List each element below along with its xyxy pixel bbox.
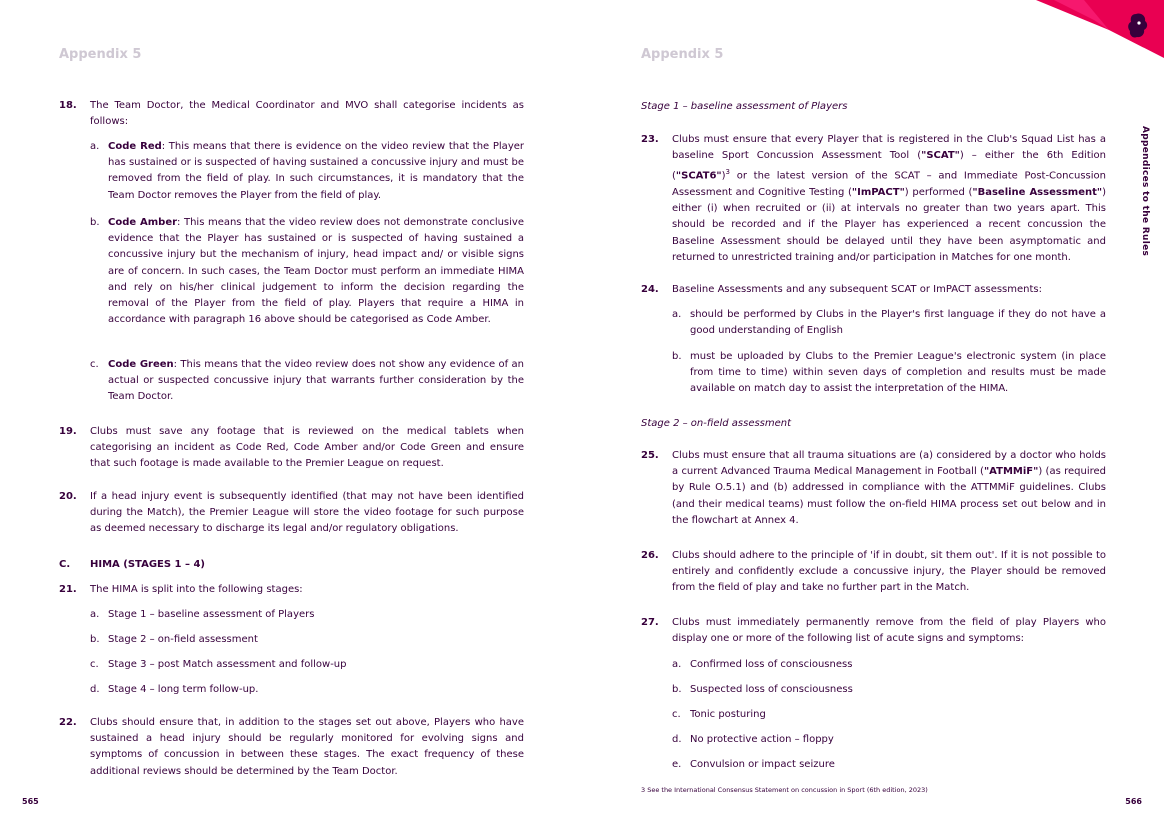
- code-amber-text: : This means that the video review does not demonstrate conclusive evidence that the Player has sustained or is suspected of having sustained a concussive injury but the mechanism of injury, head impact and/ or visible signs are of concern. In such cases, the Team Doctor must perform an immediate HIMA and rely on his/her clinical judgement to inform the decision regarding the removal of the Player from the field of play. Players that require a HIMA in accordance with paragraph 16 above should be categorised as Code Amber.: [108, 217, 524, 326]
- text-segment: ) (as required by Rule O.5.1) and (b) addressed in compliance with the ATTMMiF guidelines. Clubs (and their medical teams) must follow the on-field HIMA process set out below and in the flowchart at Annex 4.: [672, 466, 1106, 526]
- symptom-item: [672, 732, 1106, 748]
- defined-term: "ATMMiF": [983, 466, 1039, 478]
- paragraph-number: 18.: [59, 100, 77, 111]
- appendix-heading-left: Appendix 5: [59, 47, 142, 62]
- subitem-text: Stage 2 – on-field assessment: [108, 634, 258, 645]
- subitem-letter: d.: [90, 684, 100, 695]
- list-item-stage-4: [90, 682, 524, 698]
- paragraph-text: Clubs should ensure that, in addition to the stages set out above, Players who have sustained a head injury should be regularly monitored for evolving signs and symptoms of concussion in between these stages. The exact frequency of these additional reviews should be determined by the Team Doctor.: [90, 717, 524, 777]
- appendix-heading-right: Appendix 5: [641, 47, 724, 62]
- section-title: HIMA (STAGES 1 – 4): [90, 559, 205, 570]
- paragraph-text: Baseline Assessments and any subsequent SCAT or ImPACT assessments:: [672, 284, 1042, 295]
- subitem-text: Stage 1 – baseline assessment of Players: [108, 609, 315, 620]
- list-item-stage-2: [90, 632, 524, 648]
- list-item-stage-1: [90, 607, 524, 623]
- code-red-label: Code Red: [108, 141, 162, 152]
- text-segment: Clubs must ensure that every Player that is registered in the Club's Squad List has a baseline Sport Concussion Assessment Tool (: [672, 134, 1106, 162]
- subitem-text: Tonic posturing: [690, 709, 766, 720]
- paragraph-number: 22.: [59, 717, 77, 728]
- defined-term: "Baseline Assessment": [972, 186, 1103, 198]
- symptom-item: [672, 757, 1106, 773]
- subitem-letter: a.: [90, 609, 100, 620]
- subitem-text: No protective action – floppy: [690, 734, 834, 745]
- text-segment: Clubs must ensure that all trauma situations are (a) considered by a doctor who holds a current Advanced Trauma Medical Management in Football (: [672, 450, 1106, 478]
- paragraph-number: 19.: [59, 426, 77, 437]
- subitem-24b: [672, 349, 1106, 398]
- premier-league-lion-icon: [1014, 0, 1164, 60]
- subitem-text: Suspected loss of consciousness: [690, 684, 853, 695]
- list-item-stage-3: [90, 657, 524, 673]
- subitem-letter: b.: [672, 684, 682, 695]
- paragraph-21: [59, 582, 524, 598]
- paragraph-text: [672, 132, 1106, 266]
- page-right: [582, 0, 1164, 826]
- subitem-letter: a.: [672, 309, 682, 320]
- symptom-item: [672, 657, 1106, 673]
- subitem-letter: d.: [672, 734, 682, 745]
- text-segment: ) – either the 6th Edition (: [672, 150, 1106, 182]
- subitem-text: Stage 4 – long term follow-up.: [108, 684, 259, 695]
- stage-2-title: Stage 2 – on-field assessment: [641, 418, 792, 429]
- subitem-code-green: [90, 357, 524, 406]
- paragraph-27: [641, 615, 1106, 647]
- subitem-letter: a.: [672, 659, 682, 670]
- paragraph-25: [641, 448, 1106, 529]
- subitem-24a: [672, 307, 1106, 339]
- code-green-text: : This means that the video review does not show any evidence of an actual or suspected concussive injury that warrants further consideration by the Team Doctor.: [108, 359, 524, 403]
- paragraph-text: Clubs should adhere to the principle of 'if in doubt, sit them out'. If it is not possible to entirely and confidently exclude a concussive injury, the Player should be removed from the field of play and take no further part in the Match.: [672, 550, 1106, 594]
- paragraph-number: 26.: [641, 550, 659, 561]
- page-number-left: 565: [22, 797, 39, 806]
- subitem-text: Stage 3 – post Match assessment and follow-up: [108, 659, 347, 670]
- paragraph-number: 21.: [59, 584, 77, 595]
- paragraph-19: [59, 424, 524, 473]
- stage-1-title: Stage 1 – baseline assessment of Players: [641, 101, 848, 112]
- subitem-text: [108, 357, 524, 406]
- footnote-reference[interactable]: 3: [725, 168, 730, 177]
- subitem-letter: b.: [90, 634, 100, 645]
- text-segment: or the latest version of the SCAT – and Immediate Post-Concussion Assessment and Cognitive Testing (: [672, 170, 1106, 198]
- paragraph-number: 24.: [641, 284, 659, 295]
- subitem-letter: c.: [672, 709, 681, 720]
- subitem-code-amber: [90, 215, 524, 328]
- defined-term: "SCAT6": [675, 170, 722, 182]
- paragraph-text: Clubs must immediately permanently remove from the field of play Players who display one or more of the following list of acute signs and symptoms:: [672, 617, 1106, 645]
- paragraph-text: [672, 448, 1106, 529]
- subitem-text: Confirmed loss of consciousness: [690, 659, 853, 670]
- footnote: 3 See the International Consensus Statement on concussion in Sport (6th edition, 2023): [641, 786, 928, 794]
- subitem-letter: b.: [90, 217, 100, 228]
- subitem-text: must be uploaded by Clubs to the Premier League's electronic system (in place from time to time) within seven days of completion and results must be made available on match day to assist the interpretation of the HIMA.: [690, 351, 1106, 395]
- text-segment: ): [721, 170, 726, 182]
- subitem-code-red: [90, 139, 524, 204]
- paragraph-number: 20.: [59, 491, 77, 502]
- paragraph-number: 25.: [641, 450, 659, 461]
- paragraph-24: [641, 282, 1106, 298]
- section-c-heading: [59, 559, 524, 570]
- side-tab-label[interactable]: Appendices to the Rules: [1140, 126, 1150, 257]
- symptom-item: [672, 682, 1106, 698]
- paragraph-text: If a head injury event is subsequently identified (that may not have been identified during the Match), the Premier League will store the video footage for such purpose as deemed necessary to discharge its legal and/or regulatory obligations.: [90, 491, 524, 535]
- paragraph-18: [59, 98, 524, 130]
- subitem-letter: e.: [672, 759, 682, 770]
- defined-term: "ImPACT": [851, 186, 905, 198]
- paragraph-number: 27.: [641, 617, 659, 628]
- paragraph-23: [641, 132, 1106, 266]
- subitem-text: should be performed by Clubs in the Player's first language if they do not have a good understanding of English: [690, 309, 1106, 337]
- paragraph-26: [641, 548, 1106, 597]
- code-amber-label: Code Amber: [108, 217, 178, 228]
- paragraph-20: [59, 489, 524, 538]
- text-segment: ) either (i) when recruited or (ii) at intervals no greater than two years apart. This should be recorded and if the Player has experienced a recent concussion the Baseline Assessment should be delayed until they have been asymptomatic and returned to unrestricted training and/or participation in Matches for one month.: [672, 186, 1106, 263]
- section-letter: C.: [59, 559, 71, 570]
- paragraph-text: The HIMA is split into the following stages:: [90, 584, 303, 595]
- text-segment: ) performed (: [904, 186, 973, 198]
- subitem-letter: b.: [672, 351, 682, 362]
- page-number-right: 566: [1125, 797, 1142, 806]
- subitem-letter: c.: [90, 659, 99, 670]
- subitem-letter: c.: [90, 359, 99, 370]
- subitem-letter: a.: [90, 141, 100, 152]
- paragraph-text: Clubs must save any footage that is reviewed on the medical tablets when categorising an incident as Code Red, Code Amber and/or Code Green and ensure that such footage is made available to the Premier League on request.: [90, 426, 524, 470]
- paragraph-text: The Team Doctor, the Medical Coordinator and MVO shall categorise incidents as follows:: [90, 100, 524, 128]
- defined-term: "SCAT": [921, 150, 960, 162]
- subitem-text: [108, 215, 524, 328]
- subitem-text: [108, 139, 524, 204]
- code-red-text: : This means that there is evidence on the video review that the Player has sustained or is suspected of having sustained a concussive injury and must be removed from the field of play. In such circumstances, it is mandatory that the Team Doctor removes the Player from the field of play.: [108, 141, 524, 201]
- symptom-item: [672, 707, 1106, 723]
- subitem-text: Convulsion or impact seizure: [690, 759, 835, 770]
- paragraph-22: [59, 715, 524, 780]
- paragraph-number: 23.: [641, 134, 659, 145]
- code-green-label: Code Green: [108, 359, 174, 370]
